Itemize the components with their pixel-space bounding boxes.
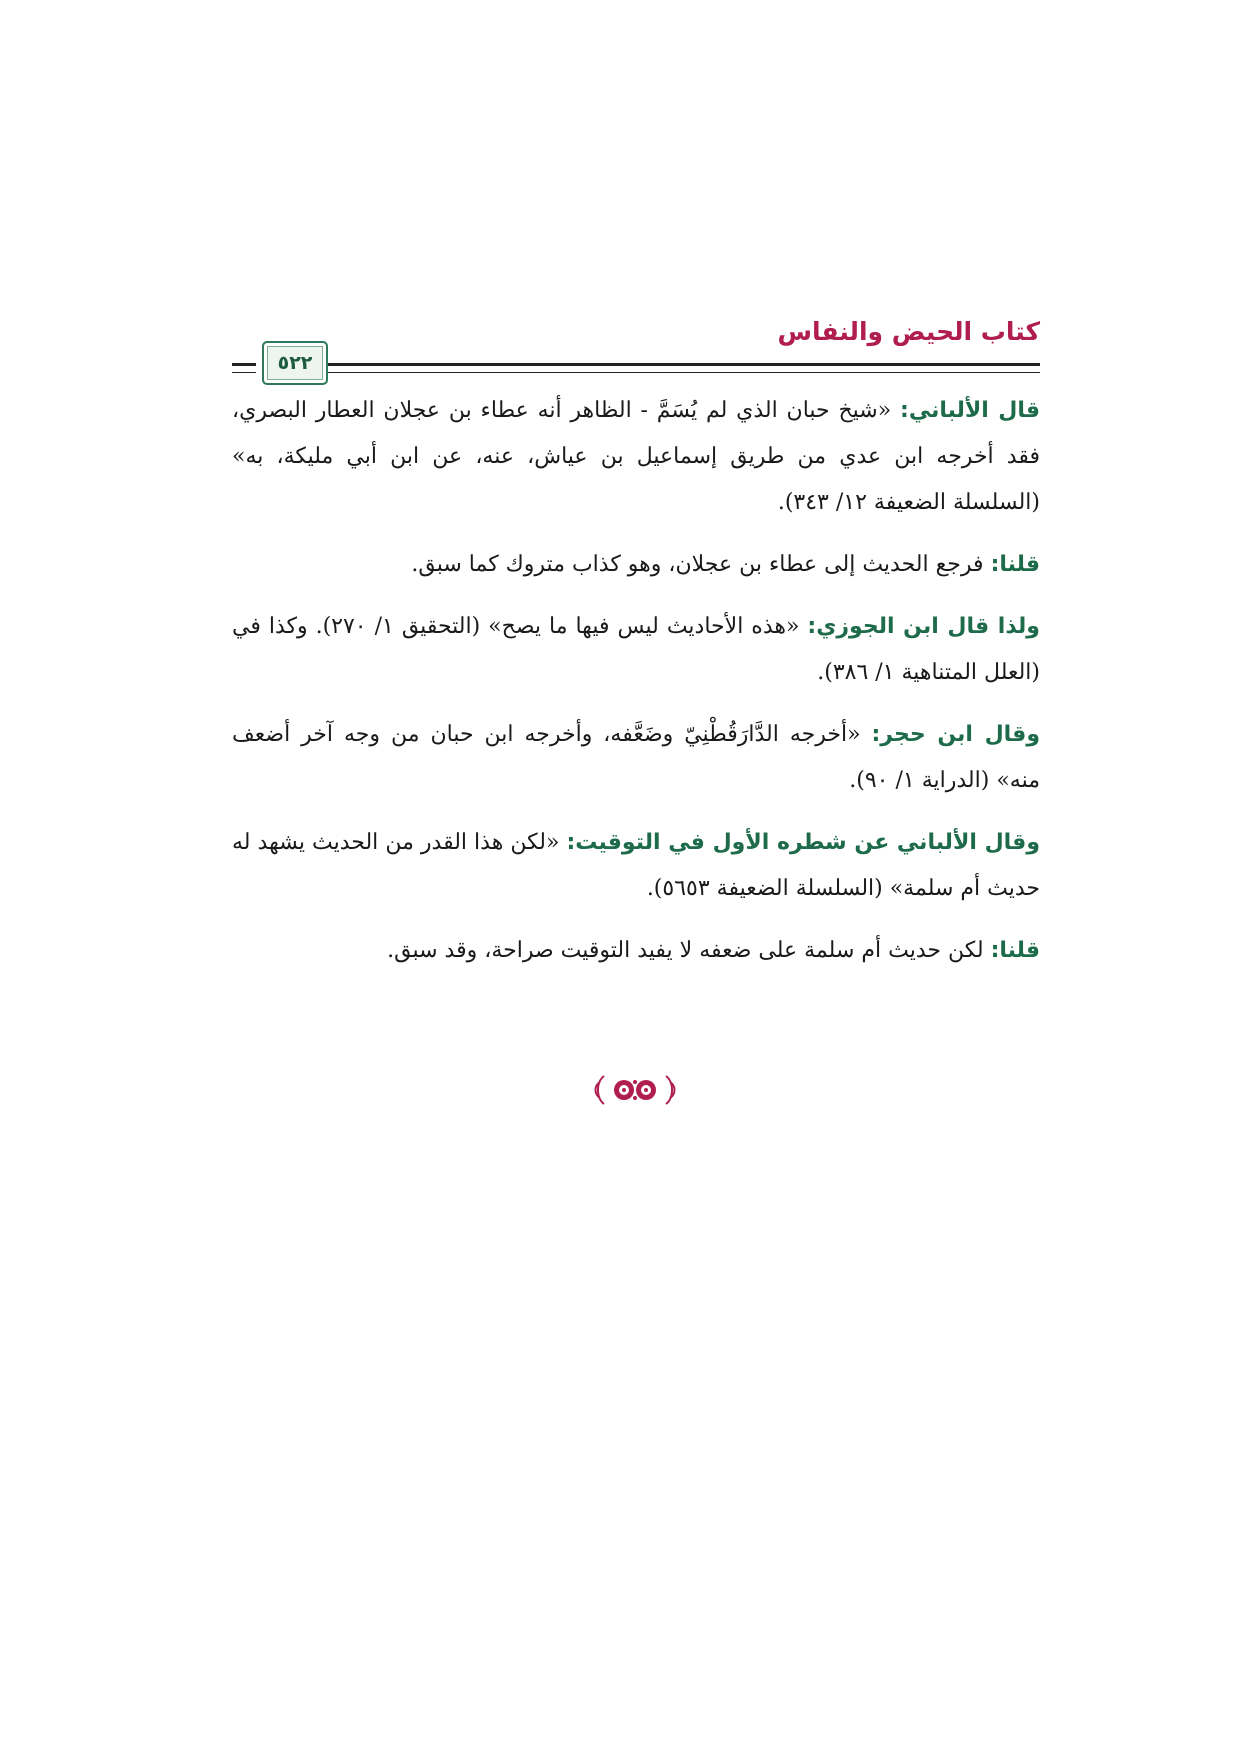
page-header bbox=[232, 315, 1040, 385]
paragraph-text: «لكن هذا القدر من الحديث يشهد له حديث أم سلمة» (السلسلة الضعيفة ٥٦٥٣). bbox=[232, 830, 1040, 901]
paragraph bbox=[232, 712, 1040, 804]
page-number: ٥٢٢ bbox=[277, 352, 313, 374]
paragraph bbox=[232, 928, 1040, 974]
header-rule-bottom bbox=[300, 372, 1040, 373]
page-number-frame bbox=[262, 341, 328, 385]
paragraph-text: «شيخ حبان الذي لم يُسَمَّ - الظاهر أنه عطاء بن عجلان العطار البصري، فقد أخرجه ابن عدي من طريق إسماعيل بن عياش، عنه، عن ابن أبي مليكة، به» (السلسلة الضعيفة ١٢/ ٣٤٣). bbox=[232, 398, 1040, 515]
paragraph-text: «أخرجه الدَّارَقُطْنِيّ وضَعَّفه، وأخرجه ابن حبان من وجه آخر أضعف منه» (الدراية ١/ ٩٠). bbox=[232, 722, 1040, 793]
page-body bbox=[232, 388, 1040, 990]
section-end-ornament-icon bbox=[590, 1070, 680, 1110]
header-rule-left-bottom bbox=[232, 372, 256, 373]
paragraph-lead: وقال ابن حجر: bbox=[871, 722, 1040, 747]
paragraph-lead: قال الألباني: bbox=[900, 398, 1041, 423]
paragraph-lead: وقال الألباني عن شطره الأول في التوقيت: bbox=[566, 830, 1040, 855]
book-title: كتاب الحيض والنفاس bbox=[777, 317, 1040, 346]
paragraph-text: «هذه الأحاديث ليس فيها ما يصح» (التحقيق ١/ ٢٧٠). وكذا في (العلل المتناهية ١/ ٣٨٦). bbox=[232, 614, 1040, 685]
paragraph-lead: ولذا قال ابن الجوزي: bbox=[807, 614, 1040, 639]
paragraph-text: فرجع الحديث إلى عطاء بن عجلان، وهو كذاب متروك كما سبق. bbox=[411, 552, 991, 577]
paragraph-text: لكن حديث أم سلمة على ضعفه لا يفيد التوقيت صراحة، وقد سبق. bbox=[387, 938, 991, 963]
header-rule-top bbox=[300, 363, 1040, 366]
paragraph-lead: قلنا: bbox=[990, 938, 1040, 963]
paragraph bbox=[232, 820, 1040, 912]
paragraph bbox=[232, 604, 1040, 696]
paragraph bbox=[232, 542, 1040, 588]
header-rule-left-top bbox=[232, 363, 256, 366]
paragraph-lead: قلنا: bbox=[990, 552, 1040, 577]
paragraph bbox=[232, 388, 1040, 526]
